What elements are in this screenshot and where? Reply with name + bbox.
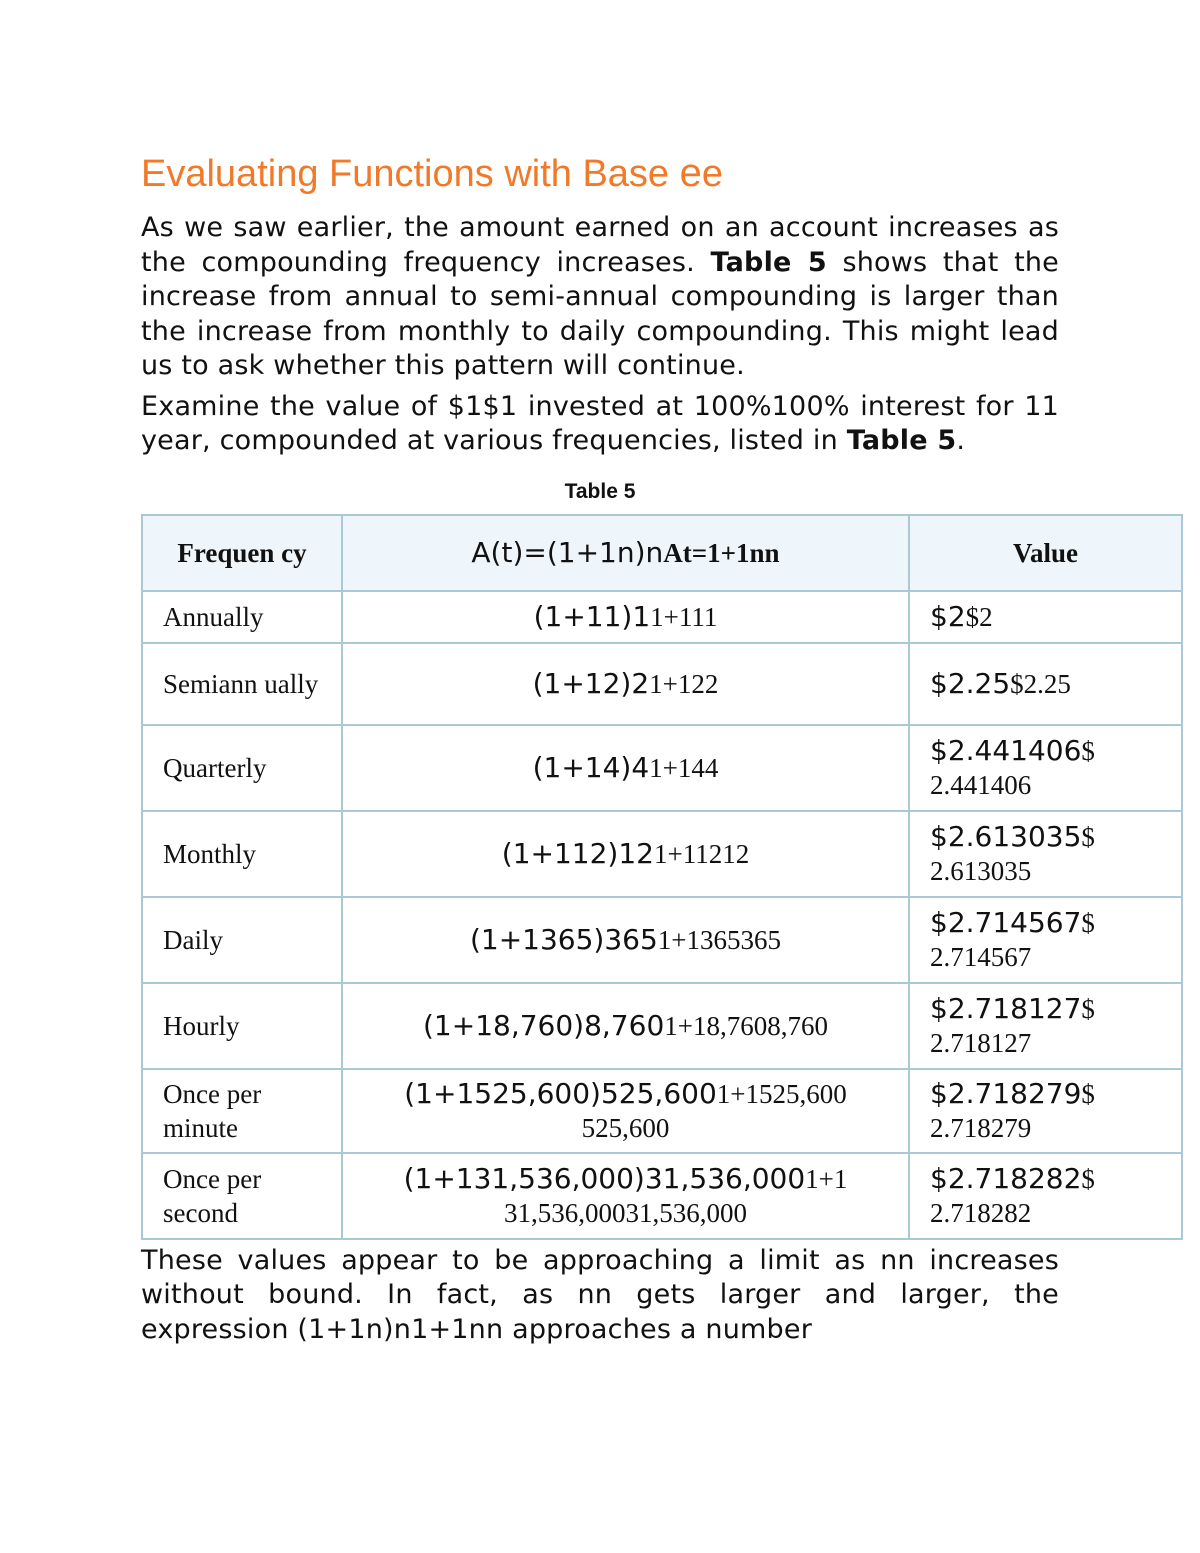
header-formula-math: A(t)=(1+1n)n	[471, 535, 664, 569]
expression-cell	[342, 1153, 909, 1239]
expression-plain: 1+144	[649, 752, 719, 783]
value-cell	[909, 591, 1182, 643]
table-reference: Table 5	[710, 246, 827, 278]
header-formula	[342, 515, 909, 591]
table-reference: Table 5	[846, 425, 957, 456]
value-plain: $ 2.714567	[930, 907, 1095, 972]
frequency-cell: Monthly	[142, 811, 342, 897]
frequency-cell: Semiann ually	[142, 643, 342, 725]
value-plain: $ 2.718282	[930, 1163, 1095, 1228]
expression-cell	[342, 591, 909, 643]
expression-plain: 1+18,7608,760	[664, 1010, 828, 1041]
table-row	[142, 811, 1182, 897]
frequency-cell: Quarterly	[142, 725, 342, 811]
expression-cell	[342, 643, 909, 725]
value-plain: $2	[965, 601, 993, 632]
table-caption: Table 5	[564, 479, 636, 503]
value-cell	[909, 983, 1182, 1069]
table-row	[142, 983, 1182, 1069]
table-row	[142, 643, 1182, 725]
examine-text: Examine the value of $1$1 invested at 100%100% interest for 11 year, compounded at various frequencies, listed in	[141, 390, 1059, 456]
value-plain: $2.25	[1010, 668, 1071, 699]
frequency-cell: Once per second	[142, 1153, 342, 1239]
expression-cell	[342, 1069, 909, 1153]
value-math: $2.718282	[930, 1161, 1082, 1195]
examine-paragraph	[141, 390, 1059, 459]
heading-e-glyph: e	[679, 151, 702, 195]
compounding-table	[141, 514, 1183, 1240]
expression-cell	[342, 897, 909, 983]
value-cell	[909, 811, 1182, 897]
expression-math: (1+11)1	[533, 599, 651, 633]
expression-math: (1+1365)365	[469, 922, 658, 956]
value-math: $2	[930, 599, 966, 633]
document-content	[141, 148, 1095, 1347]
value-cell	[909, 1153, 1182, 1239]
expression-plain: 1+122	[649, 668, 719, 699]
intro-paragraph	[141, 211, 1059, 384]
expression-cell	[342, 811, 909, 897]
expression-plain: 1+111	[650, 601, 718, 632]
value-math: $2.718127	[930, 991, 1082, 1025]
frequency-cell: Hourly	[142, 983, 342, 1069]
table-row	[142, 1153, 1182, 1239]
heading-e-plain: e	[701, 153, 724, 195]
table-row	[142, 1069, 1182, 1153]
value-cell	[909, 1069, 1182, 1153]
value-math: $2.718279	[930, 1076, 1082, 1110]
value-math: $2.441406	[930, 733, 1082, 767]
section-heading	[141, 148, 1059, 199]
frequency-cell: Daily	[142, 897, 342, 983]
expression-cell	[342, 725, 909, 811]
value-cell	[909, 725, 1182, 811]
header-value: Value	[909, 515, 1182, 591]
expression-math: (1+12)2	[532, 666, 650, 700]
expression-cell	[342, 983, 909, 1069]
expression-math: (1+112)12	[501, 836, 654, 870]
expression-math: (1+1525,600)525,600	[404, 1076, 717, 1110]
value-plain: $ 2.718279	[930, 1078, 1095, 1143]
examine-text-end: .	[956, 425, 966, 456]
intro-text-continued: shows that the increase from annual to semi-annual compounding is larger than the increase from monthly to daily compounding. This might lead us to ask whether this pattern will continue.	[141, 246, 1059, 381]
table-row	[142, 725, 1182, 811]
table-row	[142, 897, 1182, 983]
value-plain: $ 2.613035	[930, 821, 1095, 886]
closing-paragraph: These values appear to be approaching a limit as nn increases without bound. In fact, as nn gets larger and larger, the expression (1+1n)n1+1nn approaches a number	[141, 1244, 1059, 1345]
value-math: $2.613035	[930, 819, 1082, 853]
value-cell	[909, 643, 1182, 725]
expression-plain: 1+1 31,536,00031,536,000	[504, 1163, 848, 1228]
expression-plain: 1+11212	[653, 838, 750, 869]
expression-math: (1+18,760)8,760	[423, 1008, 665, 1042]
value-math: $2.25	[930, 666, 1011, 700]
expression-math: (1+131,536,000)31,536,000	[403, 1161, 806, 1195]
expression-plain: 1+1365365	[657, 924, 782, 955]
intro-text: As we saw earlier, the amount earned on an account increases as the compounding frequency increases.	[141, 212, 1059, 278]
expression-plain: 1+1525,600 525,600	[581, 1078, 847, 1143]
value-math: $2.714567	[930, 905, 1082, 939]
header-frequency: Frequen cy	[142, 515, 342, 591]
value-cell	[909, 897, 1182, 983]
heading-text: Evaluating Functions with Base	[141, 153, 680, 195]
table-header-row	[142, 515, 1182, 591]
header-formula-plain: At=1+1nn	[663, 537, 780, 568]
table-row	[142, 591, 1182, 643]
frequency-cell: Annually	[142, 591, 342, 643]
frequency-cell: Once per minute	[142, 1069, 342, 1153]
value-plain: $ 2.718127	[930, 993, 1095, 1058]
expression-math: (1+14)4	[532, 750, 650, 784]
value-plain: $ 2.441406	[930, 735, 1095, 800]
